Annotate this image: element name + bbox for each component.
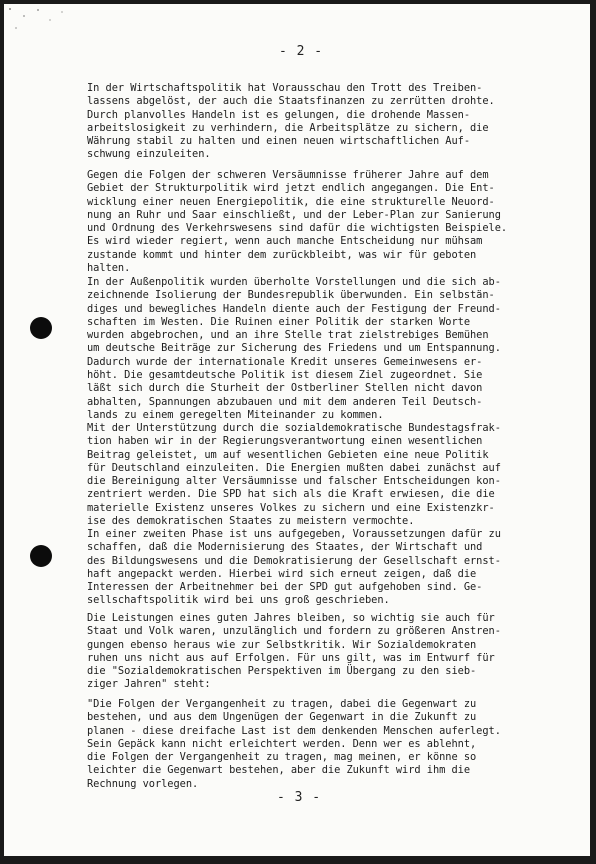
document-page (4, 4, 590, 856)
paragraph-second-phase: In einer zweiten Phase ist uns aufgegeben, Voraussetzungen dafür zu schaffen, daß die Modernisierung des Staates, der Wirtschaft und des Bildungswesens und die Demokratisierung der Gesellschaft ernst- haft angepackt werden. Hierbei wird sich erneut zeigen, daß die Interessen der Arbeitnehmer bei der SPD gut aufgehoben sind. Ge- sellschaftspolitik wird bei uns groß geschrieben. (87, 528, 501, 607)
paragraph-foreign-policy: In der Außenpolitik wurden überholte Vorstellungen und die sich ab- zeichnende Isolierung der Bundesrepublik überwunden. Ein selbstän- diges und bewegliches Handeln diente auch der Festigung der Freund- schaften im Westen. Die Ruinen einer Politik der starken Worte wurden abgebrochen, und an ihre Stelle trat zielstrebiges Bemühen um deutsche Beiträge zur Sicherung des Friedens und um Entspannung. Dadurch wurde der internationale Kredit unseres Gemeinwesens er- höht. Die gesamtdeutsche Politik ist diesem Ziel zugeordnet. Sie läßt sich durch die Sturheit der Ostberliner Stellen nicht davon abhalten, Spannungen abzubauen und mit dem anderen Teil Deutsch- lands zu einem geregelten Miteinander zu kommen. (87, 276, 501, 421)
paragraph-quotation: "Die Folgen der Vergangenheit zu tragen, dabei die Gegenwart zu bestehen, und aus dem Ungenügen der Gegenwart in die Zukunft zu planen - diese dreifache Last ist dem denkenden Menschen auferlegt. Sein Gepäck kann nicht erleichtert werden. Denn wer es ablehnt, die Folgen der Vergangenheit zu tragen, mag meinen, er könne so leichter die Gegenwart bestehen, aber die Zukunft wird ihm die Rechnung vorlegen. (87, 698, 501, 790)
paragraph-economic-policy: In der Wirtschaftspolitik hat Vorausschau den Trott des Treiben- lassens abgelöst, der auch die Staatsfinanzen zu zerrütten drohte. Durch planvolles Handeln ist es gelungen, die drohende Massen- arbeitslosigkeit zu verhindern, die Arbeitsplätze zu sichern, die Währung stabil zu halten und einen neuen wirtschaftlichen Auf- schwung einzuleiten. (87, 82, 495, 161)
paragraph-spd-support: Mit der Unterstützung durch die sozialdemokratische Bundestagsfrak- tion haben wir in der Regierungsverantwortung einen wesentlichen Beitrag geleistet, um auf wesentlichen Gebieten eine neue Politik für Deutschland einzuleiten. Die Energien mußten dabei zunächst auf die Bereinigung alter Versäumnisse und falscher Entscheidungen kon- zentriert werden. Die SPD hat sich als die Kraft erwiesen, die die materielle Existenz unseres Volkes zu sichern und eine Existenzkr- ise des demokratischen Staates zu meistern vermochte. (87, 422, 501, 528)
page-number-bottom: - 3 - (277, 790, 322, 805)
page-number-top: - 2 - (279, 44, 324, 59)
scan-noise (4, 4, 74, 38)
paragraph-achievements: Die Leistungen eines guten Jahres bleiben, so wichtig sie auch für Staat und Volk waren, unzulänglich und fordern zu größeren Anstren- gungen ebenso heraus wie zur Selbstkritik. Wir Sozialdemokraten ruhen uns nicht aus auf Erfolgen. Für uns gilt, was im Entwurf für die "Sozialdemokratischen Perspektiven im Übergang zu den sieb- ziger Jahren" steht: (87, 612, 501, 691)
paragraph-structural-policy: Gegen die Folgen der schweren Versäumnisse früherer Jahre auf dem Gebiet der Strukturpolitik wird jetzt endlich angegangen. Die Ent- wicklung einer neuen Energiepolitik, die eine strukturelle Neuord- nung an Ruhr und Saar einschließt, und der Leber-Plan zur Sanierung und Ordnung des Verkehrswesens sind dafür die wichtigsten Beispiele. Es wird wieder regiert, wenn auch manche Entscheidung nur mühsam zustande kommt und hinter dem zurückbleibt, was wir für geboten halten. (87, 169, 508, 275)
punch-hole-lower (30, 545, 52, 567)
punch-hole-upper (30, 317, 52, 339)
